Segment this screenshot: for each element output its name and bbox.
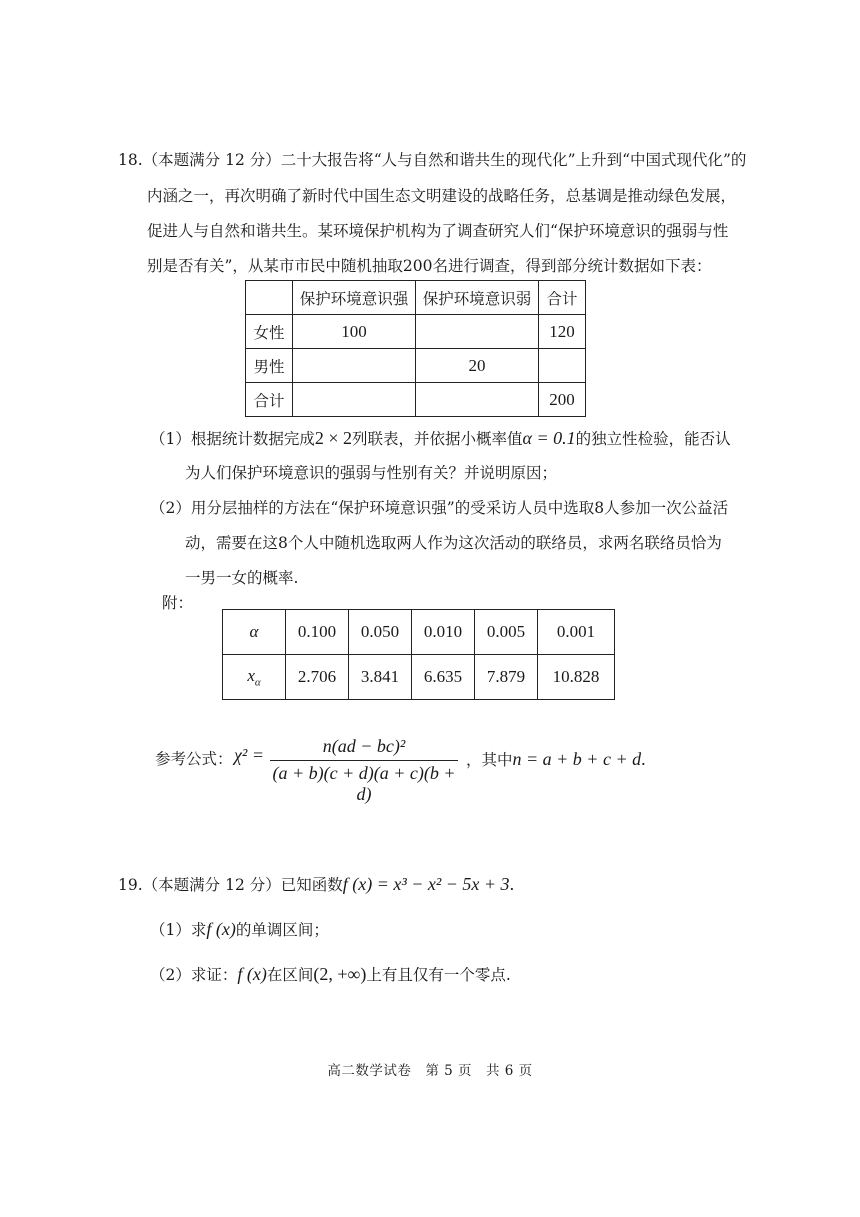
- critical-value-table: [222, 609, 615, 700]
- table-cell: [293, 383, 416, 417]
- text: （2）求证：: [150, 966, 238, 984]
- table-row-label: 合计: [246, 383, 293, 417]
- table-row-label: α: [223, 610, 286, 655]
- table-cell: [539, 349, 586, 383]
- table-cell: 120: [539, 315, 586, 349]
- table-cell: [293, 349, 416, 383]
- table-row: [246, 349, 586, 383]
- appendix-label: 附：: [162, 594, 194, 612]
- text: （1）求: [150, 921, 207, 939]
- table-row-label: [223, 655, 286, 700]
- table-cell: 20: [416, 349, 539, 383]
- table-row: [246, 281, 586, 315]
- q18-part-2-line-1: （2）用分层抽样的方法在“保护环境意识强”的受采访人员中选取8人参加一次公益活: [150, 499, 729, 517]
- table-cell: 200: [539, 383, 586, 417]
- text: 上有且仅有一个零点.: [366, 966, 511, 984]
- table-row: [246, 315, 586, 349]
- table-cell: 0.010: [412, 610, 475, 655]
- q18-part-1-line-2: 为人们保护环境意识的强弱与性别有关？并说明原因；: [185, 464, 558, 482]
- text: 19.（本题满分 12 分）已知函数: [118, 876, 343, 894]
- q19-part-2: [150, 963, 511, 986]
- table-cell: 0.005: [475, 610, 538, 655]
- q18-line-2: 内涵之一，再次明确了新时代中国生态文明建设的战略任务，总基调是推动绿色发展，: [147, 187, 737, 205]
- table-header: 合计: [539, 281, 586, 315]
- formula-fraction: [270, 732, 458, 804]
- math-expression: f (x): [206, 919, 236, 939]
- q18-line-4: 别是否有关”，从某市市民中随机抽取200名进行调查，得到部分统计数据如下表：: [147, 257, 712, 275]
- text: .: [641, 749, 646, 769]
- formula-denominator: (a + b)(c + d)(a + c)(b + d): [272, 763, 456, 804]
- q18-part-2-line-3: 一男一女的概率.: [185, 569, 299, 587]
- table-cell: 6.635: [412, 655, 475, 700]
- table-cell: 10.828: [538, 655, 615, 700]
- table-cell: 2.706: [286, 655, 349, 700]
- page-footer: 高二数学试卷 第 5 页 共 6 页: [327, 1063, 533, 1079]
- contingency-table: [245, 280, 586, 417]
- table-row-label: 男性: [246, 349, 293, 383]
- table-cell: 7.879: [475, 655, 538, 700]
- alpha-subscript: α: [254, 676, 261, 689]
- q18-part-2-line-2: 动，需要在这8个人中随机选取两人作为这次活动的联络员，求两名联络员恰为: [185, 534, 722, 552]
- formula-lhs: χ² =: [234, 745, 264, 765]
- math-expression: 2 × 2: [314, 428, 353, 448]
- math-expression: n = a + b + c + d: [512, 749, 642, 769]
- formula-label: 参考公式：: [155, 750, 233, 768]
- text: 的独立性检验，能否认: [575, 430, 731, 448]
- table-row: [223, 610, 615, 655]
- table-cell: 3.841: [349, 655, 412, 700]
- table-header: 保护环境意识弱: [416, 281, 539, 315]
- text: 的单调区间；: [235, 921, 329, 939]
- q19-line-1: [118, 873, 514, 896]
- table-cell: 0.100: [286, 610, 349, 655]
- text: （1）根据统计数据完成: [150, 430, 315, 448]
- math-expression: (2, +∞): [313, 964, 367, 984]
- formula-numerator: n(ad − bc)²: [322, 736, 406, 756]
- table-cell: 0.001: [538, 610, 615, 655]
- table-cell: [246, 281, 293, 315]
- math-expression: f (x) = x³ − x² − 5x + 3: [342, 874, 510, 894]
- table-cell: [416, 383, 539, 417]
- table-header: 保护环境意识强: [293, 281, 416, 315]
- table-row-label: 女性: [246, 315, 293, 349]
- text: 列联表，并依据小概率值: [352, 430, 523, 448]
- table-cell: [416, 315, 539, 349]
- math-expression: α = 0.1: [522, 428, 576, 448]
- fraction-bar: [270, 760, 458, 761]
- table-row: [223, 655, 615, 700]
- text: 在区间: [266, 966, 314, 984]
- q18-line-1: 18.（本题满分 12 分）二十大报告将“人与自然和谐共生的现代化”上升到“中国式现代化”的: [118, 151, 747, 169]
- q18-part-1-line-1: [150, 427, 731, 450]
- formula-tail: [466, 748, 646, 771]
- text: ，其中: [466, 751, 513, 769]
- table-row: [246, 383, 586, 417]
- q19-part-1: [150, 918, 329, 941]
- math-expression: f (x): [237, 964, 267, 984]
- x-symbol: x: [247, 665, 255, 685]
- text: .: [509, 874, 515, 894]
- q18-line-3: 促进人与自然和谐共生。某环境保护机构为了调查研究人们“保护环境意识的强弱与性: [147, 222, 729, 240]
- table-cell: 0.050: [349, 610, 412, 655]
- table-cell: 100: [293, 315, 416, 349]
